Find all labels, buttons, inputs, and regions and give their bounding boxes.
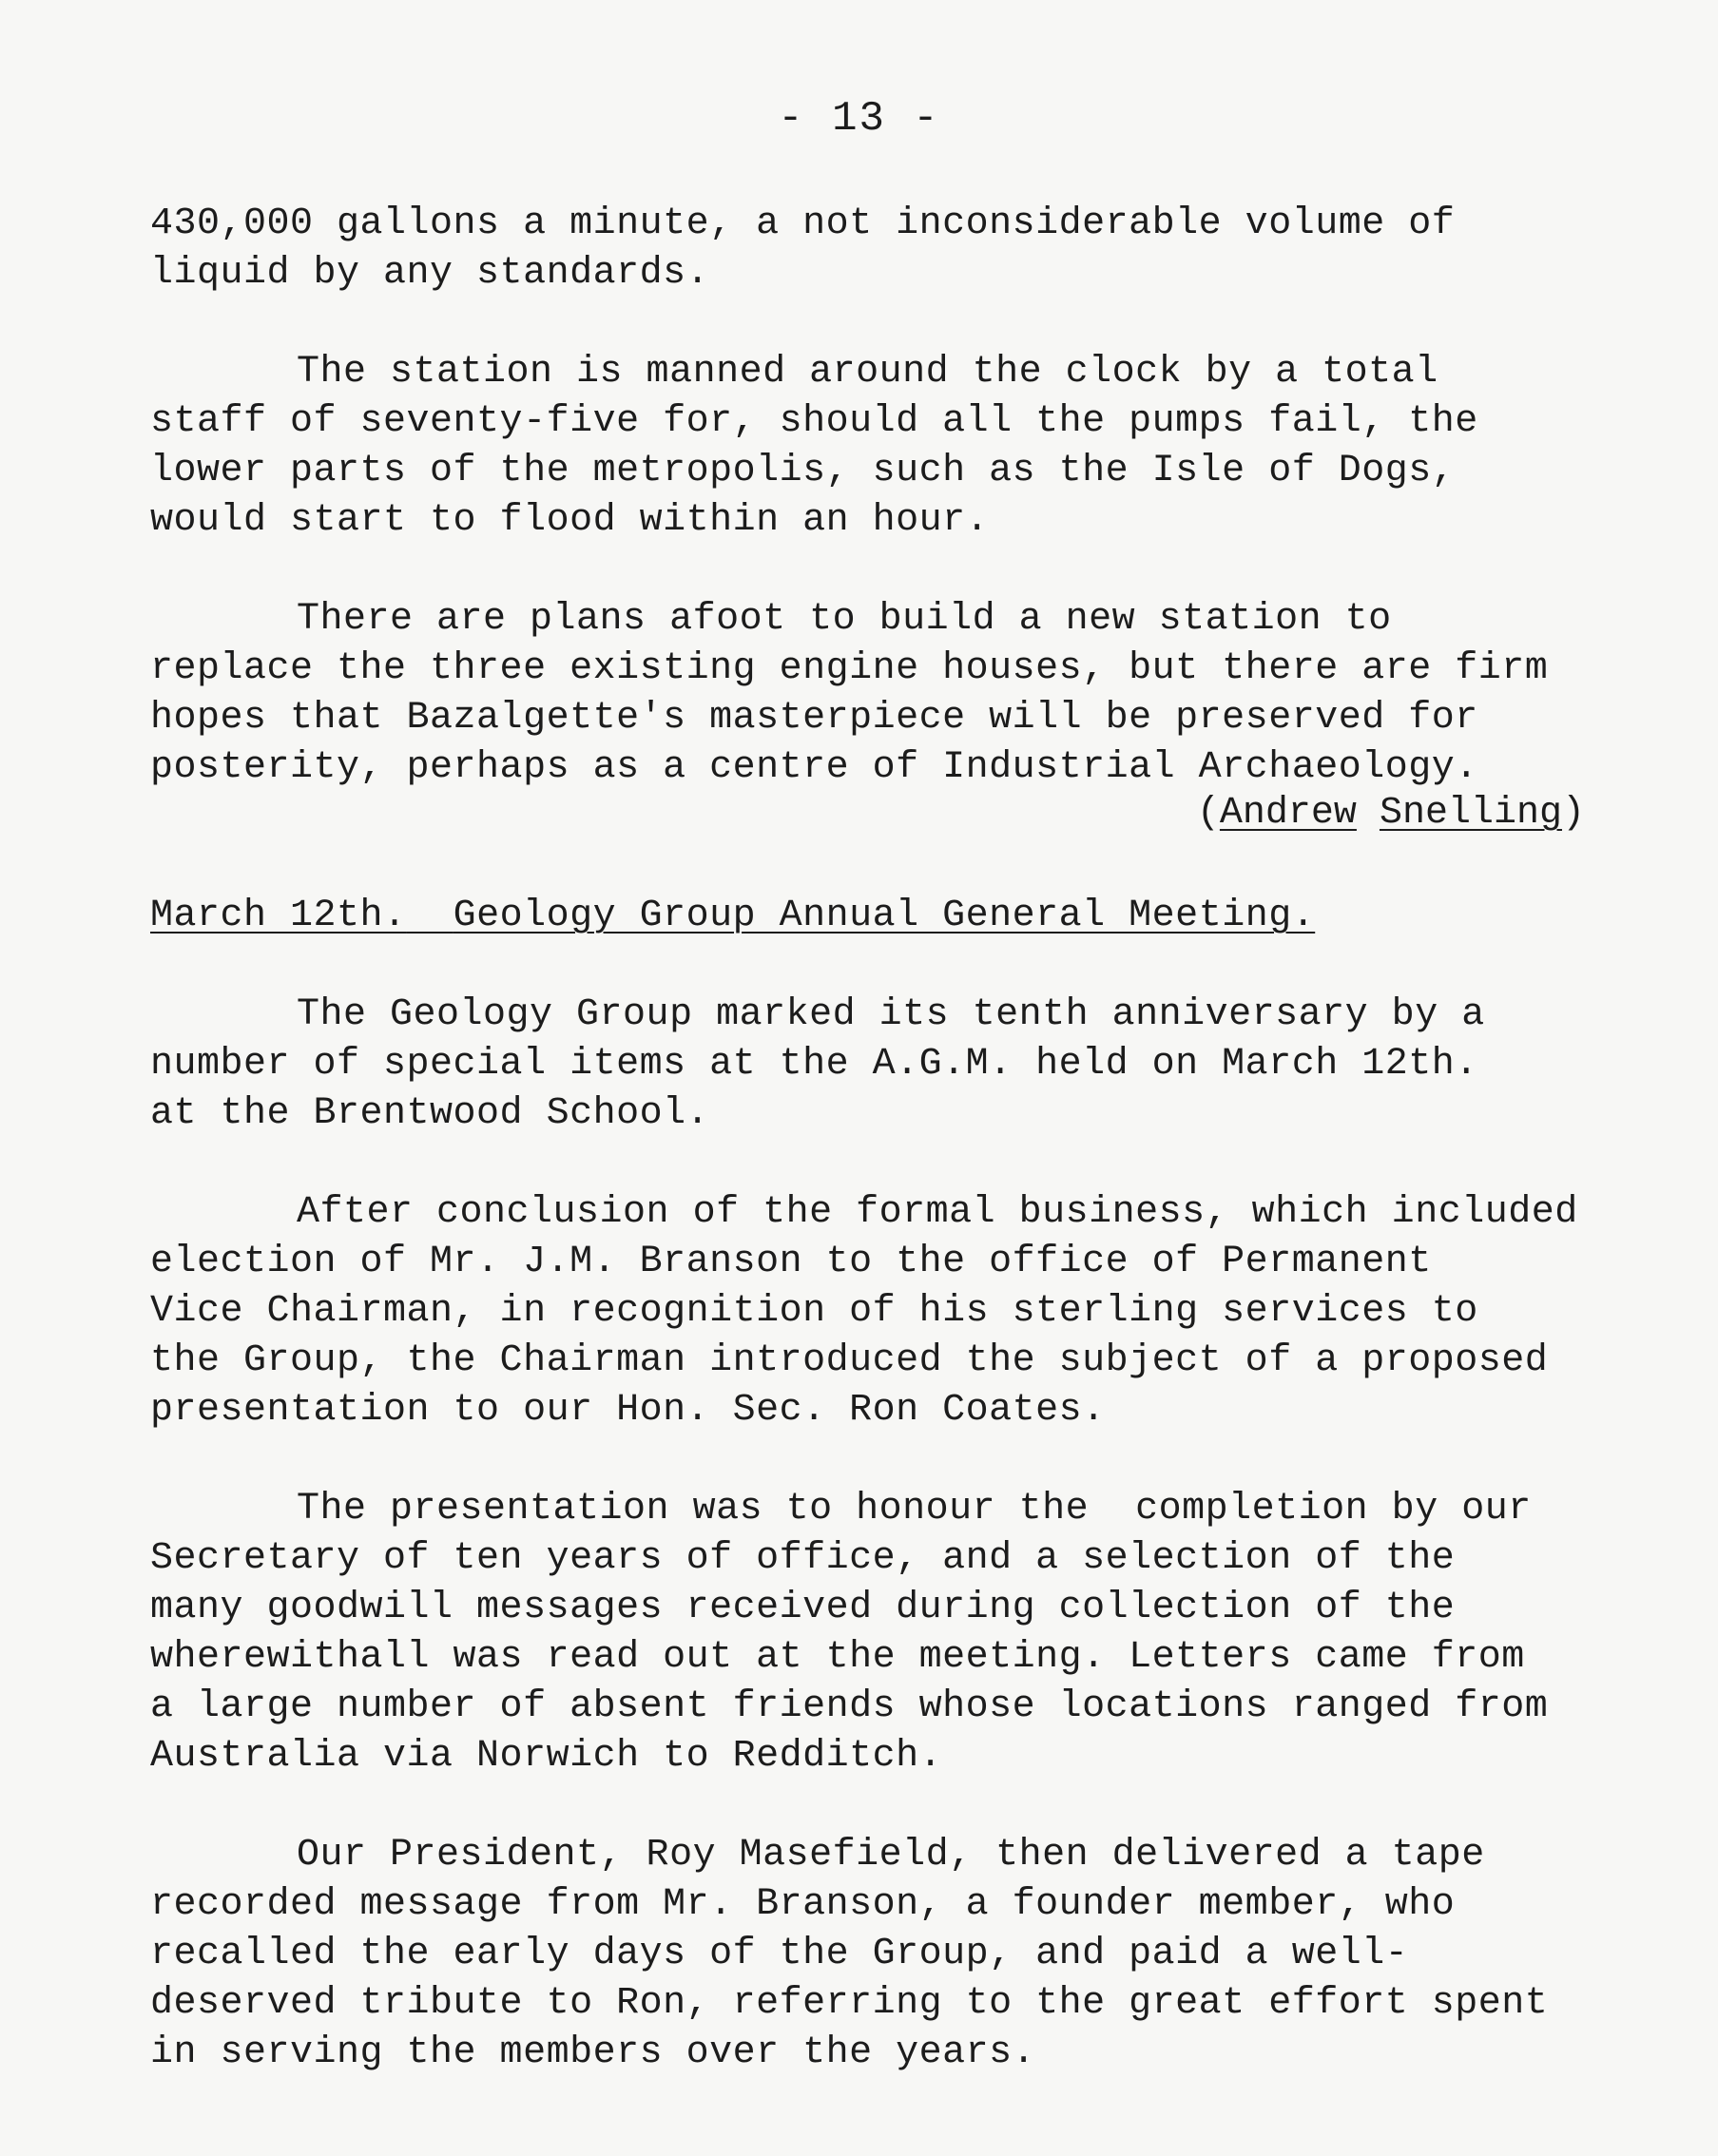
text-line: 430,000 gallons a minute, a not inconsiderable volume of [150, 202, 1456, 245]
text-line: would start to flood within an hour. [150, 499, 990, 542]
text-line: recorded message from Mr. Branson, a founder member, who [150, 1883, 1456, 1926]
text-line: wherewithall was read out at the meeting. Letters came from [150, 1636, 1525, 1679]
text-line: The presentation was to honour the completion by our [297, 1488, 1532, 1530]
signature-last-name: Snelling [1379, 792, 1562, 835]
text-line: After conclusion of the formal business, which included [297, 1191, 1578, 1234]
text-line: The station is manned around the clock by a total [297, 351, 1438, 394]
signature-close-paren: ) [1561, 792, 1585, 835]
signature-open-paren: ( [1196, 792, 1220, 835]
text-line: deserved tribute to Ron, referring to the great effort spent [150, 1982, 1549, 2025]
text-line: liquid by any standards. [150, 252, 710, 295]
text-line: Australia via Norwich to Redditch. [150, 1735, 943, 1778]
text-line: recalled the early days of the Group, and paid a well- [150, 1933, 1409, 1975]
text-line: the Group, the Chairman introduced the subject of a proposed [150, 1339, 1549, 1382]
signature-first-name: Andrew [1219, 792, 1357, 835]
text-line: hopes that Bazalgette's masterpiece will be preserved for [150, 697, 1478, 740]
author-signature [1197, 789, 1585, 838]
text-line: Our President, Roy Masefield, then delivered a tape [297, 1834, 1485, 1877]
text-line: number of special items at the A.G.M. held on March 12th. [150, 1043, 1478, 1086]
text-line: posterity, perhaps as a centre of Industrial Archaeology. [150, 746, 1478, 789]
section-heading [150, 892, 1315, 941]
heading-date: March 12th. [150, 895, 407, 937]
text-line: many goodwill messages received during collection of the [150, 1587, 1456, 1629]
page-number: - 13 - [778, 95, 940, 143]
text-line: in serving the members over the years. [150, 2031, 1036, 2074]
text-line: at the Brentwood School. [150, 1092, 710, 1135]
text-line: replace the three existing engine houses, but there are firm [150, 647, 1549, 690]
text-line: election of Mr. J.M. Branson to the office of Permanent [150, 1241, 1432, 1283]
text-line: presentation to our Hon. Sec. Ron Coates. [150, 1389, 1106, 1432]
text-line: Secretary of ten years of office, and a selection of the [150, 1537, 1456, 1580]
text-line: Vice Chairman, in recognition of his sterling services to [150, 1290, 1478, 1333]
text-line: The Geology Group marked its tenth anniversary by a [297, 993, 1485, 1036]
heading-title: Geology Group Annual General Meeting. [453, 895, 1316, 937]
text-line: staff of seventy-five for, should all the pumps fail, the [150, 400, 1478, 443]
text-line: lower parts of the metropolis, such as the Isle of Dogs, [150, 450, 1456, 492]
text-line: There are plans afoot to build a new station to [297, 598, 1392, 641]
text-line: a large number of absent friends whose locations ranged from [150, 1685, 1549, 1728]
